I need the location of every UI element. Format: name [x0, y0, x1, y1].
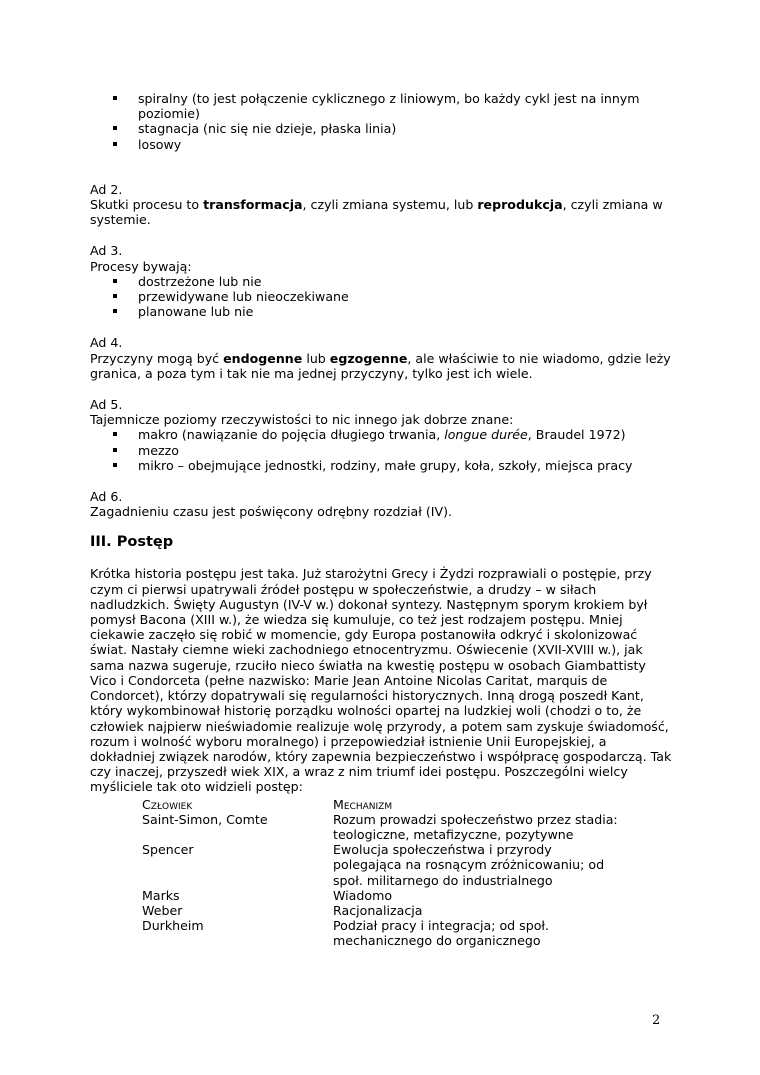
ad3-block	[90, 243, 675, 319]
ad5-heading: Ad 5.	[90, 397, 123, 413]
term-endogenne: endogenne	[223, 350, 303, 366]
list-item: losowy	[112, 137, 675, 152]
list-item: przewidywane lub nieoczekiwane	[112, 289, 675, 304]
list-item: mezzo	[112, 443, 675, 458]
ad2-text-part: , czyli zmiana w systemie.	[90, 197, 663, 228]
table-cell-mechanism: Ewolucja społeczeństwa i przyrody polegająca na rosnącym zróżnicowaniu; od społ. militarnego do industrialnego	[333, 842, 605, 888]
list-item: stagnacja (nic się nie dzieje, płaska linia)	[112, 121, 675, 136]
table-row	[142, 918, 623, 948]
term-egzogenne: egzogenne	[329, 350, 408, 366]
ad2-text	[90, 197, 675, 227]
ad5-list	[90, 427, 675, 473]
table-row	[142, 888, 623, 903]
table-cell-person: Marks	[142, 887, 180, 903]
table-cell-person: Weber	[142, 902, 183, 918]
ad4-text-part: , ale właściwie to nie wiadomo, gdzie leży granica, a poza tym i tak nie ma jednej przyczyny, tylko jest ich wiele.	[90, 350, 671, 381]
ad2-text-part: Skutki procesu to	[90, 197, 204, 213]
table-cell-mechanism: Podział pracy i integracja; od społ. mechanicznego do organicznego	[333, 918, 550, 949]
list-item	[112, 427, 675, 442]
ad4-text-part: Przyczyny mogą być	[90, 350, 224, 366]
table-cell-person: Spencer	[142, 842, 194, 858]
ad4-text-part: lub	[302, 350, 330, 366]
list-item: spiralny (to jest połączenie cyklicznego z liniowym, bo każdy cykl jest na innym poziomie)	[112, 91, 675, 121]
table-row	[142, 812, 623, 842]
table-cell-mechanism: Wiadomo	[333, 887, 393, 903]
section-paragraph: Krótka historia postępu jest taka. Już starożytni Grecy i Żydzi rozprawiali o postępie, przy czym ci pierwsi upatrywali źródeł postępu w społeczeństwie, a drudzy – w siłach nadludzkich. Święty Augustyn (IV-V w.) dokonał syntezy. Następnym sporym krokiem był pomysł Bacona (XIII w.), że wiedza się kumuluje, co też jest rodzajem postępu. Mniej ciekawie zaczęło się robić w momencie, gdy Europa postanowiła odkryć i skolonizować świat. Nastały ciemne wieki zachodniego etnocentryzmu. Oświecenie (XVII-XVIII w.), jak sama nazwa sugeruje, rzuciło nieco światła na kwestię postępu w osobach Giambattisty Vico i Condorceta (pełne nazwisko: Marie Jean Antoine Nicolas Caritat, marquis de Condorcet), którzy dopatrywali się regularności historycznych. Inną drogą poszedł Kant, który wykombinował historię porządku wolności opartej na ludzkiej woli (chodzi o to, że człowiek najpierw nieświadomie realizuje wolę przyrody, a potem sam zyskuje świadomość, rozum i wolność wyboru moralnego) i przepowiedział istnienie Unii Europejskiej, a dokładniej związek narodów, który zapewnia bezpieczeństwo i współpracę gospodarczą. Tak czy inaczej, przyszedł wiek XIX, a wraz z nim triumf idei postępu. Poszczególni wielcy myśliciele tak oto widzieli postęp:	[90, 566, 672, 795]
term-reprodukcja: reprodukcja	[477, 197, 563, 213]
ad6-text: Zagadnieniu czasu jest poświęcony odrębny rozdział (IV).	[90, 504, 453, 520]
term-longue-duree: longue durée	[444, 427, 528, 443]
table-header-row	[142, 797, 623, 812]
page-number: 2	[652, 1013, 661, 1028]
section-title: III. Postęp	[90, 534, 174, 551]
ad3-list	[90, 274, 675, 320]
list-item: dostrzeżone lub nie	[112, 274, 675, 289]
table-cell-mechanism: Rozum prowadzi społeczeństwo przez stadia: teologiczne, metafizyczne, pozytywne	[333, 811, 618, 842]
ad5-intro: Tajemnicze poziomy rzeczywistości to nic innego jak dobrze znane:	[90, 412, 514, 428]
table-row	[142, 842, 623, 888]
progress-thinkers-table	[142, 797, 623, 949]
list-item-text: makro (nawiązanie do pojęcia długiego trwania,	[138, 427, 445, 443]
table-header-person: Człowiek	[142, 796, 193, 812]
ad2-heading: Ad 2.	[90, 181, 123, 197]
ad4-text	[90, 351, 675, 381]
table-row	[142, 903, 623, 918]
ad2-block	[90, 182, 675, 228]
list-item: planowane lub nie	[112, 304, 675, 319]
table-cell-person: Saint-Simon, Comte	[142, 811, 268, 827]
ad3-heading: Ad 3.	[90, 243, 123, 259]
list-process-types	[90, 91, 675, 152]
table-cell-person: Durkheim	[142, 918, 204, 934]
term-transformacja: transformacja	[203, 197, 303, 213]
ad3-intro: Procesy bywają:	[90, 258, 192, 274]
table-cell-mechanism: Racjonalizacja	[333, 902, 423, 918]
ad2-text-part: , czyli zmiana systemu, lub	[302, 197, 478, 213]
ad4-heading: Ad 4.	[90, 335, 123, 351]
ad5-block	[90, 397, 675, 473]
list-item: mikro – obejmujące jednostki, rodziny, małe grupy, koła, szkoły, miejsca pracy	[112, 458, 675, 473]
ad6-heading: Ad 6.	[90, 489, 123, 505]
ad6-block	[90, 489, 675, 519]
table-header-mechanism: Mechanizm	[333, 796, 393, 812]
ad4-block	[90, 335, 675, 381]
page-content	[90, 91, 675, 949]
list-item-text: , Braudel 1972)	[527, 427, 626, 443]
